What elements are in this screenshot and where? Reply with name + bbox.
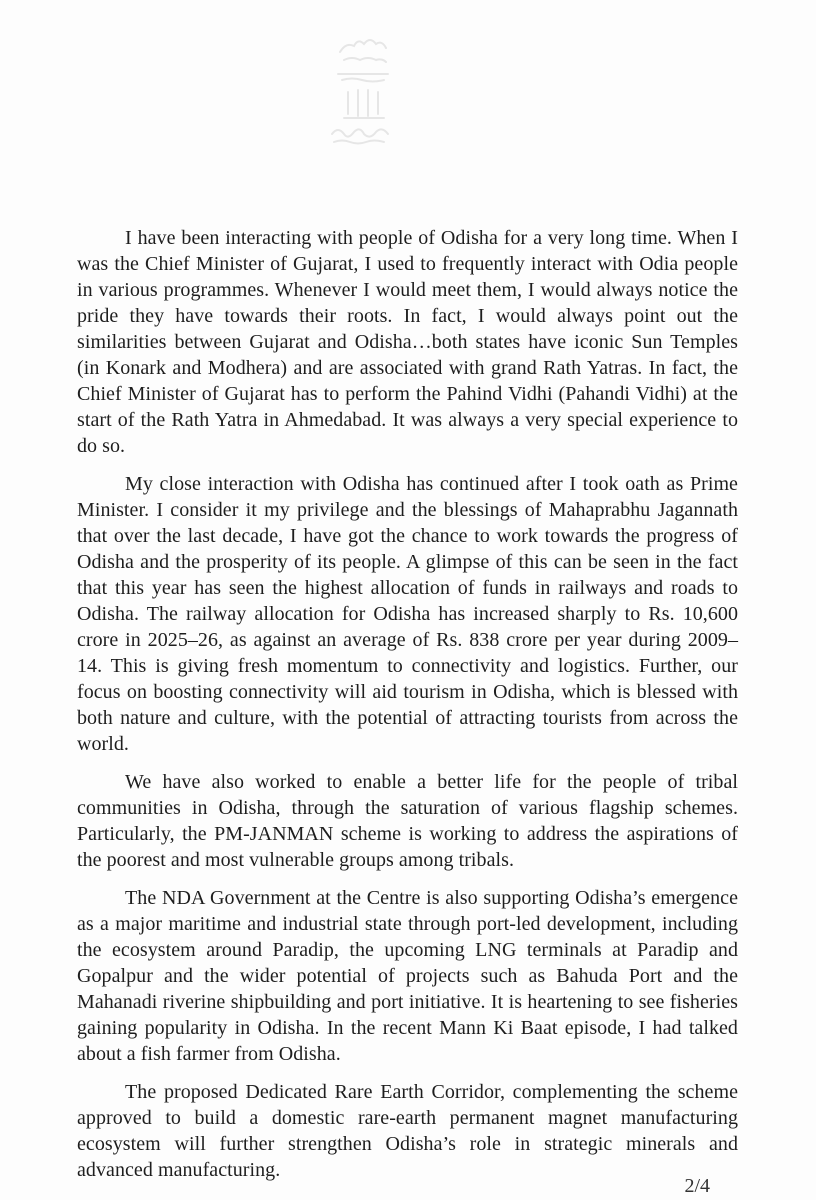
paragraph-prime-minister: My close interaction with Odisha has continued after I took oath as Prime Minister. I consider it my privilege and the blessings of Mahaprabhu Jagannath that over the last decade, I have got the chance to work towards the progress of Odisha and the prosperity of its people. A glimpse of this can be seen in the fact that this year has seen the highest allocation of funds in railways and roads to Odisha. The railway allocation for Odisha has increased sharply to Rs. 10,600 crore in 2025–26, as against an average of Rs. 838 crore per year during 2009–14. This is giving fresh momentum to connectivity and logistics. Further, our focus on boosting connectivity will aid tourism in Odisha, which is blessed with both nature and culture, with the potential of attracting tourists from across the world. xyxy=(77,473,738,755)
letter-body xyxy=(77,225,738,1195)
national-emblem-icon xyxy=(318,30,408,150)
paragraph-odisha-gujarat: I have been interacting with people of Odisha for a very long time. When I was the Chief Minister of Gujarat, I used to frequently interact with Odia people in various programmes. Whenever I would meet them, I would always notice the pride they have towards their roots. In fact, I would always point out the similarities between Gujarat and Odisha…both states have iconic Sun Temples (in Konark and Modhera) and are associated with grand Rath Yatras. In fact, the Chief Minister of Gujarat has to perform the Pahind Vidhi (Pahandi Vidhi) at the start of the Rath Yatra in Ahmedabad. It was always a very special experience to do so. xyxy=(77,227,738,457)
paragraph-rare-earth-corridor: The proposed Dedicated Rare Earth Corridor, complementing the scheme approved to build a domestic rare-earth permanent magnet manufacturing ecosystem will further strengthen Odisha’s role in strategic minerals and advanced manufacturing. xyxy=(77,1081,738,1181)
paragraph-maritime-industrial: The NDA Government at the Centre is also supporting Odisha’s emergence as a major maritime and industrial state through port-led development, including the ecosystem around Paradip, the upcoming LNG terminals at Paradip and Gopalpur and the wider potential of projects such as Bahuda Port and the Mahanadi riverine shipbuilding and port initiative. It is heartening to see fisheries gaining popularity in Odisha. In the recent Mann Ki Baat episode, I had talked about a fish farmer from Odisha. xyxy=(77,887,738,1065)
page-number: 2/4 xyxy=(684,1175,710,1197)
paragraph-tribal-communities: We have also worked to enable a better life for the people of tribal communities in Odisha, through the saturation of various flagship schemes. Particularly, the PM-JANMAN scheme is working to address the aspirations of the poorest and most vulnerable groups among tribals. xyxy=(77,771,738,871)
